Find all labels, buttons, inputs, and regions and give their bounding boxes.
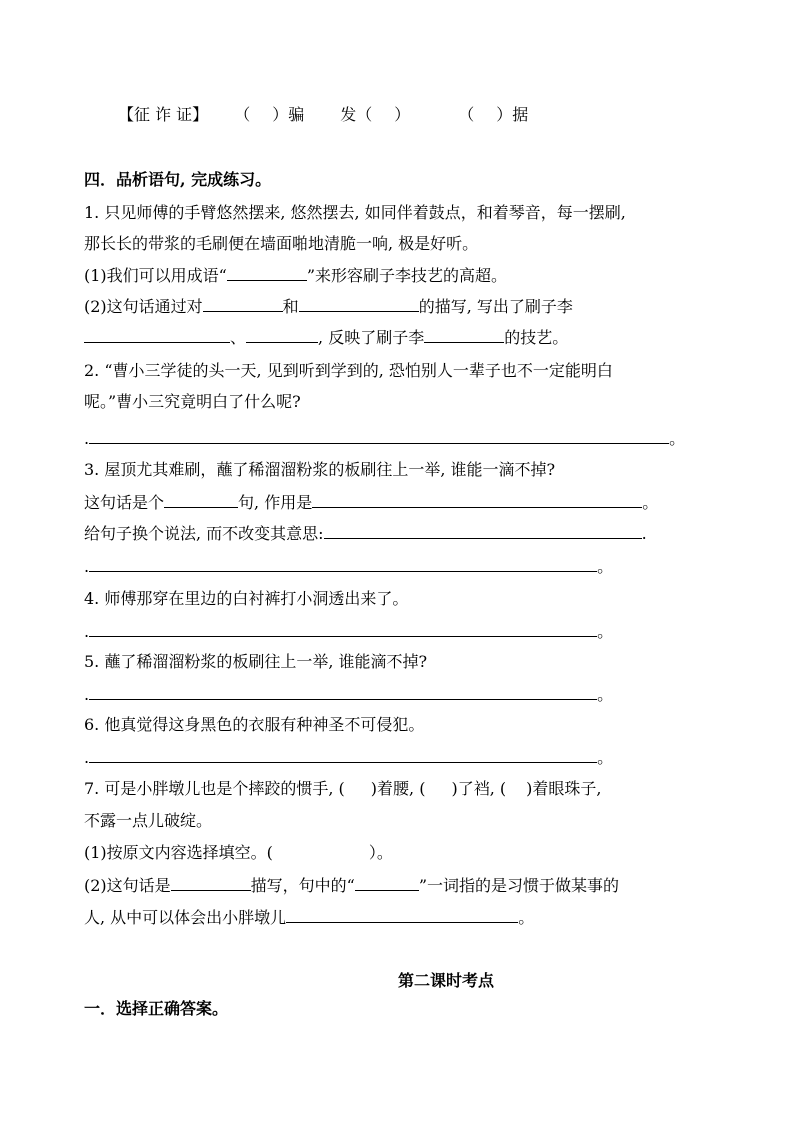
question-6-answer-line: . 。 — [84, 748, 614, 767]
answer-blank[interactable] — [203, 296, 283, 312]
answer-blank[interactable] — [227, 265, 307, 281]
question-7-sub-2: (2)这句话是 描写，句中的“ ”一词指的是习惯于做某事的 — [84, 876, 620, 895]
question-1-sub-1: (1)我们可以用成语“ ”来形容刷子李技艺的高超。 — [84, 266, 508, 285]
answer-blank[interactable] — [324, 523, 642, 539]
question-3-answer-line: . 。 — [84, 557, 614, 576]
char-item-1: 骗 — [288, 105, 305, 124]
question-3-line-3: 给句子换个说法, 而不改变其意思: . — [84, 524, 647, 543]
char-group-row: 【征 诈 证】 （ ）骗 发（ ） （ ）据 — [118, 105, 529, 124]
question-2-line-1: 2. “曹小三学徒的头一天, 见到听到学到的, 恐怕别人一辈子也不一定能明白 — [84, 361, 613, 380]
answer-blank[interactable] — [312, 492, 642, 508]
answer-blank[interactable] — [286, 907, 518, 923]
question-7-line-2: 不露一点儿破绽。 — [84, 811, 213, 830]
answer-blank[interactable] — [84, 327, 230, 343]
question-2-line-2: 呢。”曹小三究竟明白了什么呢? — [84, 392, 301, 411]
answer-blank[interactable] — [171, 875, 251, 891]
question-2-answer-line: . 。 — [84, 429, 686, 448]
answer-blank[interactable] — [89, 428, 669, 444]
question-7-line-1: 7. 可是小胖墩儿也是个摔跤的惯手, ( )着腰, ( )了裆, ( )着眼珠子, — [84, 779, 602, 798]
char-item-2: 发（ — [340, 105, 373, 124]
question-5-line-1: 5. 蘸了稀溜溜粉浆的板刷往上一举, 谁能滴不掉? — [84, 652, 428, 671]
question-7-line-4: 人, 从中可以体会出小胖墩儿 。 — [84, 908, 535, 927]
answer-blank[interactable] — [89, 621, 597, 637]
question-4-answer-line: . 。 — [84, 622, 614, 641]
question-1-line-1: 1. 只见师傅的手臂悠然摆来, 悠然摆去, 如同伴着鼓点，和着琴音，每一摆刷, — [84, 203, 626, 222]
answer-blank[interactable] — [89, 684, 597, 700]
question-3-line-1: 3. 屋顶尤其难刷，蘸了稀溜溜粉浆的板刷往上一举, 谁能一滴不掉? — [84, 460, 556, 479]
lesson-section-title: 一．选择正确答案。 — [84, 999, 229, 1018]
answer-blank[interactable] — [164, 492, 238, 508]
answer-blank[interactable] — [299, 296, 419, 312]
question-7-sub-1: (1)按原文内容选择填空。( ）。 — [84, 843, 393, 862]
question-5-answer-line: . 。 — [84, 685, 614, 704]
answer-blank[interactable] — [424, 327, 504, 343]
section-title: 四．品析语句, 完成练习。 — [84, 170, 272, 189]
question-6-line-1: 6. 他真觉得这身黑色的衣服有种神圣不可侵犯。 — [84, 715, 425, 734]
lesson-title: 第二课时考点 — [398, 971, 495, 990]
question-1-sub-2-cont: 、 , 反映了刷子李 的技艺。 — [84, 327, 568, 348]
question-4-line-1: 4. 师傅那穿在里边的白衬裤打小洞透出来了。 — [84, 589, 409, 608]
char-item-3: 据 — [512, 105, 529, 124]
char-group-label: 【征 诈 证】 — [118, 105, 209, 124]
question-3-line-2: 这句话是个 句, 作用是 。 — [84, 493, 659, 512]
answer-blank[interactable] — [89, 747, 597, 763]
question-1-sub-2: (2)这句话通过对 和 的描写, 写出了刷子李 — [84, 297, 573, 316]
answer-blank[interactable] — [246, 327, 318, 343]
answer-blank[interactable] — [89, 556, 597, 572]
answer-blank[interactable] — [355, 875, 419, 891]
question-1-line-2: 那长长的带浆的毛刷便在墙面啪地清脆一响, 极是好听。 — [84, 234, 479, 253]
